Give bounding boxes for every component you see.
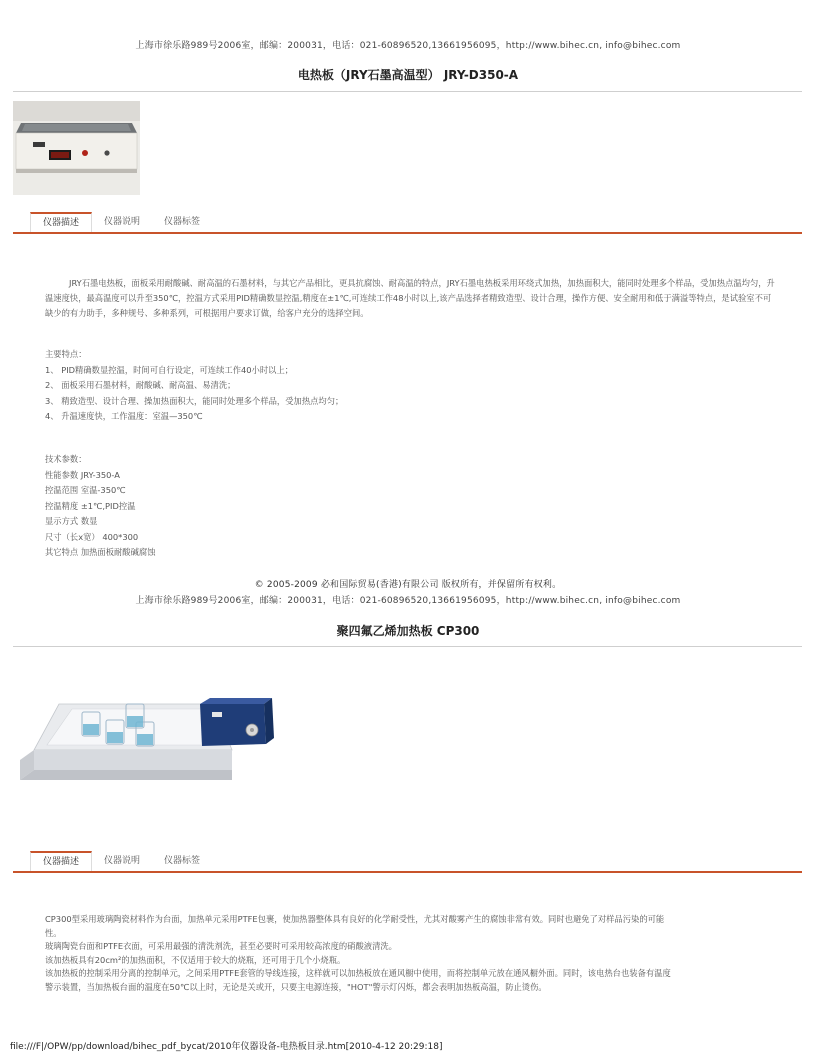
tab-bar bbox=[30, 212, 212, 232]
tab-bar bbox=[30, 851, 212, 871]
tab-instructions[interactable]: 仪器说明 bbox=[104, 856, 141, 866]
tab-underline bbox=[13, 232, 802, 234]
description-line: 该加热板具有20cm²的加热面积，不仅适用于较大的烧瓶，还可用于几个小烧瓶。 bbox=[45, 954, 346, 965]
spec-item: 控温精度 ±1℃,PID控温 bbox=[45, 500, 136, 511]
features-list bbox=[45, 347, 343, 425]
tab-underline bbox=[13, 871, 802, 873]
copyright: © 2005-2009 必和国际贸易(香港)有限公司 版权所有，并保留所有权利。 bbox=[254, 580, 562, 590]
spec-item: 显示方式 数显 bbox=[45, 516, 98, 526]
description-line: CP300型采用玻璃陶瓷材料作为台面，加热单元采用PTFE包裹，使加热器整体具有良好的化学耐受性，尤其对酸雾产生的腐蚀非常有效。同时也避免了对样品污染的可能 bbox=[45, 914, 665, 924]
product-image bbox=[13, 101, 140, 195]
divider bbox=[13, 91, 802, 92]
specs-list bbox=[45, 452, 156, 561]
specs-title: 技术参数： bbox=[45, 454, 87, 464]
product-title: 电热板（JRY石墨高温型） JRY-D350-A bbox=[297, 68, 519, 82]
tab-description[interactable]: 仪器描述 bbox=[30, 212, 92, 232]
description-line: 警示装置，当加热板台面的温度在50℃以上时，无论是关或开，只要主电源连接，"HOT"警示灯闪烁，都会表明加热板高温，防止烫伤。 bbox=[45, 981, 547, 992]
description-line: 该加热板的控制采用分离的控制单元，之间采用PTFE套管的导线连接，这样就可以加热板放在通风橱中使用，而将控制单元放在通风橱外面。同时，该电热台也装备有温度 bbox=[45, 968, 671, 978]
feature-item: 4、 升温速度快，工作温度：室温—350℃ bbox=[45, 411, 203, 421]
tab-instructions[interactable]: 仪器说明 bbox=[104, 217, 141, 227]
spec-item: 性能参数 JRY-350-A bbox=[45, 469, 120, 480]
spec-item: 其它特点 加热面板耐酸碱腐蚀 bbox=[45, 547, 156, 557]
product-description: JRY石墨电热板，面板采用耐酸碱、耐高温的石墨材料，与其它产品相比，更具抗腐蚀、耐高温的特点，JRY石墨电热板采用环绕式加热，加热面积大，能同时处理多个样品，受加热点温均匀，升温速度快，最高温度可以升至350℃，控温方式采用PID精确数显控温,精度在±1℃,可连续工作48小时以上,该产品选择者精致造型、设计合理，操作方便、安全耐用和低于满溢等特点，是试验室不可缺少的有力助手，多种规号、多种系列，可根据用户要求订做，给客户充分的选择空间。 bbox=[45, 278, 775, 318]
tab-tags[interactable]: 仪器标签 bbox=[164, 217, 201, 227]
product-title: 聚四氟乙烯加热板 CP300 bbox=[336, 624, 480, 638]
file-path-footer: file:///F|/OPW/pp/download/bihec_pdf_bycat/2010年仪器设备-电热板目录.htm[2010-4-12 20:29:18] bbox=[10, 1042, 443, 1052]
description-line: 玻璃陶瓷台面和PTFE衣面，可采用最强的清洗剂洗，甚至必要时可采用较高浓度的硝酸液清洗。 bbox=[45, 941, 397, 951]
feature-item: 2、 面板采用石墨材料，耐酸碱、耐高温、易清洗； bbox=[45, 380, 236, 390]
product-description bbox=[45, 913, 775, 994]
feature-item: 3、 精致造型、设计合理、操加热面积大，能同时处理多个样品，受加热点均匀； bbox=[45, 395, 344, 406]
tab-tags[interactable]: 仪器标签 bbox=[164, 856, 201, 866]
address-line: 上海市徐乐路989号2006室，邮编：200031，电话：021-60896520,13661956095，http://www.bihec.cn, info@bihec.com bbox=[135, 41, 681, 51]
tab-description[interactable]: 仪器描述 bbox=[30, 851, 92, 871]
address-line: 上海市徐乐路989号2006室，邮编：200031，电话：021-60896520,13661956095，http://www.bihec.cn, info@bihec.com bbox=[135, 596, 681, 606]
spec-item: 控温范围 室温-350℃ bbox=[45, 485, 126, 495]
product-image bbox=[14, 690, 284, 795]
divider bbox=[13, 646, 802, 647]
spec-item: 尺寸（长x宽） 400*300 bbox=[45, 531, 139, 542]
features-title: 主要特点： bbox=[45, 349, 87, 359]
description-line: 性。 bbox=[45, 927, 62, 938]
feature-item: 1、 PID精确数显控温，时间可自行设定，可连续工作40小时以上； bbox=[45, 364, 294, 375]
